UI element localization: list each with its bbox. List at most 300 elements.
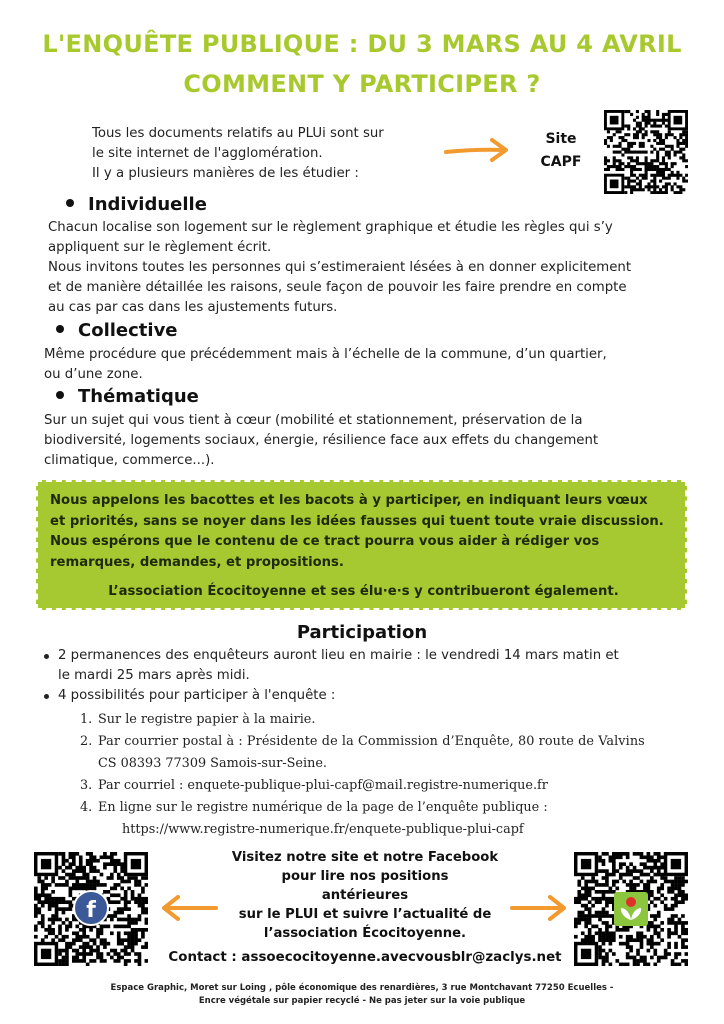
site-label-line-2: CAPF bbox=[540, 154, 582, 170]
qr-module bbox=[584, 904, 588, 908]
qr-module bbox=[671, 133, 674, 136]
qr-module bbox=[657, 859, 661, 863]
qr-module bbox=[609, 914, 613, 918]
qr-module bbox=[69, 866, 73, 870]
qr-module bbox=[602, 890, 606, 894]
section-individuelle-text bbox=[48, 218, 631, 318]
qr-module bbox=[674, 900, 678, 904]
qr-module bbox=[117, 918, 121, 922]
qr-module bbox=[656, 153, 659, 156]
qr-module bbox=[626, 855, 630, 859]
qr-module bbox=[633, 869, 637, 873]
qr-module bbox=[653, 168, 656, 171]
qr-module bbox=[588, 928, 592, 932]
qr-module bbox=[110, 918, 114, 922]
qr-module bbox=[48, 904, 52, 908]
qr-module bbox=[609, 925, 613, 929]
qr-module bbox=[650, 938, 654, 942]
qr-module bbox=[621, 153, 624, 156]
qr-module bbox=[650, 866, 654, 870]
qr-module bbox=[37, 911, 41, 915]
qr-module bbox=[633, 151, 636, 154]
qr-module bbox=[657, 942, 661, 946]
qr-module bbox=[51, 900, 55, 904]
qr-module bbox=[668, 130, 671, 133]
qr-module bbox=[62, 883, 66, 887]
qr-module bbox=[645, 133, 648, 136]
footer-line: Visitez notre site et notre Facebook bbox=[231, 850, 499, 865]
qr-module bbox=[65, 942, 69, 946]
option-number: 4. bbox=[80, 800, 93, 815]
qr-module bbox=[650, 145, 653, 148]
qr-module bbox=[629, 887, 633, 891]
qr-module bbox=[58, 938, 62, 942]
qr-module bbox=[685, 897, 688, 901]
qr-module bbox=[605, 914, 609, 918]
qr-module bbox=[618, 136, 621, 139]
qr-module bbox=[662, 139, 665, 142]
qr-module bbox=[618, 142, 621, 145]
option-number: 3. bbox=[80, 778, 93, 793]
qr-module bbox=[660, 893, 664, 897]
qr-module bbox=[619, 963, 623, 966]
heading-individuelle-label: Individuelle bbox=[88, 194, 207, 215]
qr-module bbox=[616, 130, 619, 133]
qr-module bbox=[577, 890, 581, 894]
qr-module bbox=[624, 148, 627, 151]
qr-module bbox=[69, 873, 73, 877]
qr-module bbox=[72, 876, 76, 880]
qr-module bbox=[584, 897, 588, 901]
text-line: 4 possibilités pour participer à l'enquête : bbox=[58, 688, 336, 703]
qr-module bbox=[630, 165, 633, 168]
qr-module bbox=[69, 921, 73, 925]
qr-module bbox=[75, 952, 79, 956]
qr-module bbox=[676, 177, 679, 180]
qr-module bbox=[668, 153, 671, 156]
qr-module bbox=[685, 952, 688, 956]
qr-module bbox=[640, 873, 644, 877]
qr-module bbox=[650, 855, 654, 859]
qr-module bbox=[621, 168, 624, 171]
qr-module bbox=[682, 180, 685, 183]
qr-module bbox=[604, 156, 607, 159]
qr-module bbox=[650, 124, 653, 127]
qr-module bbox=[93, 949, 97, 953]
qr-module bbox=[34, 928, 38, 932]
qr-module bbox=[110, 893, 114, 897]
qr-module bbox=[618, 168, 621, 171]
qr-module bbox=[629, 873, 633, 877]
qr-module bbox=[89, 880, 93, 884]
qr-module bbox=[650, 935, 654, 939]
qr-module bbox=[588, 935, 592, 939]
qr-module bbox=[636, 182, 639, 185]
qr-module bbox=[82, 942, 86, 946]
bullet-icon bbox=[66, 199, 74, 207]
qr-module bbox=[584, 918, 588, 922]
qr-module bbox=[653, 133, 656, 136]
qr-module bbox=[665, 133, 668, 136]
qr-code-site-capf-icon[interactable] bbox=[604, 110, 688, 194]
qr-module bbox=[62, 869, 66, 873]
qr-module bbox=[667, 918, 671, 922]
qr-module bbox=[51, 938, 55, 942]
qr-module bbox=[141, 904, 145, 908]
qr-module bbox=[598, 918, 602, 922]
qr-module bbox=[630, 185, 633, 188]
qr-module bbox=[605, 883, 609, 887]
qr-module bbox=[595, 931, 599, 935]
qr-module bbox=[653, 124, 656, 127]
qr-module bbox=[626, 883, 630, 887]
qr-module bbox=[72, 852, 76, 856]
qr-module bbox=[41, 918, 45, 922]
qr-module bbox=[671, 185, 674, 188]
qr-module bbox=[131, 931, 135, 935]
qr-module bbox=[51, 914, 55, 918]
qr-module bbox=[100, 942, 104, 946]
qr-module bbox=[647, 963, 651, 966]
qr-module bbox=[679, 142, 682, 145]
qr-module bbox=[602, 911, 606, 915]
qr-module bbox=[55, 897, 59, 901]
heading-thematique bbox=[56, 386, 199, 407]
qr-module bbox=[681, 914, 685, 918]
qr-module bbox=[605, 959, 609, 963]
qr-module bbox=[630, 142, 633, 145]
qr-module bbox=[117, 907, 121, 911]
text-line: Même procédure que précédemment mais à l’échelle de la commune, d’un quartier, bbox=[44, 347, 607, 362]
qr-module bbox=[660, 873, 664, 877]
qr-module bbox=[598, 883, 602, 887]
qr-module bbox=[584, 938, 588, 942]
qr-module bbox=[79, 859, 83, 863]
option-email-link[interactable]: Par courriel : enquete-publique-plui-capf@mail.registre-numerique.fr bbox=[98, 778, 548, 793]
qr-module bbox=[624, 177, 627, 180]
qr-module bbox=[75, 956, 79, 960]
qr-module bbox=[664, 949, 668, 953]
qr-module bbox=[682, 148, 685, 151]
qr-module bbox=[82, 873, 86, 877]
qr-module bbox=[607, 145, 610, 148]
qr-module bbox=[639, 180, 642, 183]
qr-module bbox=[674, 174, 677, 177]
qr-module bbox=[79, 866, 83, 870]
qr-module bbox=[117, 859, 121, 863]
qr-module bbox=[37, 900, 41, 904]
qr-module bbox=[636, 959, 640, 963]
qr-module bbox=[110, 949, 114, 953]
qr-module bbox=[630, 174, 633, 177]
qr-module bbox=[650, 900, 654, 904]
qr-module bbox=[103, 938, 107, 942]
qr-module bbox=[647, 165, 650, 168]
qr-module bbox=[671, 883, 675, 887]
qr-module bbox=[69, 904, 73, 908]
qr-module bbox=[645, 185, 648, 188]
qr-module bbox=[82, 928, 86, 932]
qr-module bbox=[633, 938, 637, 942]
qr-module bbox=[647, 185, 650, 188]
qr-module bbox=[86, 876, 90, 880]
qr-module bbox=[69, 852, 73, 856]
qr-module bbox=[65, 935, 69, 939]
qr-module bbox=[618, 165, 621, 168]
qr-module bbox=[141, 928, 145, 932]
qr-module bbox=[574, 935, 578, 939]
qr-module bbox=[681, 928, 685, 932]
qr-module bbox=[678, 900, 682, 904]
participation-bullet-possibilities bbox=[58, 686, 335, 706]
qr-module bbox=[65, 866, 69, 870]
qr-module bbox=[55, 904, 59, 908]
qr-module bbox=[120, 911, 124, 915]
qr-module bbox=[640, 945, 644, 949]
qr-module bbox=[667, 921, 671, 925]
qr-module bbox=[65, 925, 69, 929]
qr-module bbox=[685, 938, 688, 942]
qr-module bbox=[138, 904, 142, 908]
footer-line: pour lire nos positions bbox=[281, 869, 449, 884]
qr-module bbox=[134, 900, 138, 904]
qr-module bbox=[681, 883, 685, 887]
qr-module bbox=[110, 900, 114, 904]
qr-module bbox=[69, 890, 73, 894]
qr-module bbox=[653, 914, 657, 918]
qr-module bbox=[685, 165, 688, 168]
qr-module bbox=[656, 136, 659, 139]
qr-module bbox=[665, 182, 668, 185]
qr-module bbox=[75, 869, 79, 873]
qr-module bbox=[656, 165, 659, 168]
qr-module bbox=[662, 122, 665, 125]
qr-module bbox=[674, 956, 678, 960]
qr-module bbox=[647, 162, 650, 165]
qr-module bbox=[141, 931, 145, 935]
qr-module bbox=[674, 162, 677, 165]
qr-module bbox=[650, 130, 653, 133]
qr-module bbox=[124, 907, 128, 911]
qr-module bbox=[141, 897, 145, 901]
qr-module bbox=[598, 914, 602, 918]
qr-module bbox=[75, 935, 79, 939]
qr-module bbox=[595, 911, 599, 915]
qr-module bbox=[120, 876, 124, 880]
qr-module bbox=[138, 938, 142, 942]
footer-line: l’association Écocitoyenne. bbox=[263, 926, 467, 941]
qr-module bbox=[581, 876, 585, 880]
qr-module bbox=[618, 159, 621, 162]
qr-module bbox=[657, 887, 661, 891]
qr-module bbox=[665, 185, 668, 188]
qr-module bbox=[639, 188, 642, 191]
qr-module bbox=[647, 938, 651, 942]
qr-module bbox=[58, 928, 62, 932]
qr-module bbox=[636, 952, 640, 956]
qr-module bbox=[598, 952, 602, 956]
qr-module bbox=[44, 887, 48, 891]
qr-module bbox=[117, 873, 121, 877]
qr-module bbox=[75, 959, 79, 963]
qr-module bbox=[584, 890, 588, 894]
qr-module bbox=[642, 136, 645, 139]
qr-module bbox=[645, 171, 648, 174]
callout-line: Nous espérons que le contenu de ce tract pourra vous aider à rédiger vos bbox=[50, 534, 600, 549]
qr-module bbox=[72, 931, 76, 935]
qr-module bbox=[93, 855, 97, 859]
text-line: climatique, commerce...). bbox=[44, 453, 215, 468]
qr-module bbox=[48, 928, 52, 932]
qr-module bbox=[581, 914, 585, 918]
qr-module bbox=[612, 855, 616, 859]
qr-module bbox=[674, 942, 678, 946]
qr-module bbox=[69, 942, 73, 946]
qr-module bbox=[37, 880, 41, 884]
qr-module bbox=[640, 855, 644, 859]
qr-module bbox=[72, 869, 76, 873]
qr-module bbox=[120, 869, 124, 873]
qr-module bbox=[653, 148, 656, 151]
qr-module bbox=[138, 928, 142, 932]
qr-module bbox=[605, 852, 609, 856]
qr-module bbox=[89, 855, 93, 859]
qr-module bbox=[93, 866, 97, 870]
qr-module bbox=[86, 852, 90, 856]
qr-module bbox=[127, 876, 131, 880]
qr-module bbox=[598, 897, 602, 901]
qr-module bbox=[598, 859, 602, 863]
qr-module bbox=[613, 156, 616, 159]
qr-module bbox=[124, 890, 128, 894]
qr-module bbox=[131, 935, 135, 939]
qr-module bbox=[127, 921, 131, 925]
qr-module bbox=[626, 938, 630, 942]
qr-module bbox=[626, 852, 630, 856]
qr-module bbox=[667, 935, 671, 939]
section-thematique-text bbox=[44, 411, 598, 471]
qr-module bbox=[82, 952, 86, 956]
qr-module bbox=[619, 866, 623, 870]
qr-module bbox=[127, 880, 131, 884]
qr-module bbox=[633, 142, 636, 145]
qr-module bbox=[34, 925, 38, 929]
qr-module bbox=[624, 151, 627, 154]
text-line: 2 permanences des enquêteurs auront lieu en mairie : le vendredi 14 mars matin et bbox=[58, 648, 619, 663]
qr-module bbox=[120, 862, 124, 866]
qr-module bbox=[55, 900, 59, 904]
qr-module bbox=[145, 897, 148, 901]
qr-module bbox=[34, 914, 38, 918]
qr-module bbox=[636, 156, 639, 159]
qr-module bbox=[605, 876, 609, 880]
qr-module bbox=[650, 890, 654, 894]
qr-module bbox=[633, 159, 636, 162]
qr-module bbox=[86, 883, 90, 887]
qr-module bbox=[605, 956, 609, 960]
qr-module bbox=[624, 110, 627, 113]
qr-module bbox=[674, 921, 678, 925]
qr-module bbox=[588, 931, 592, 935]
registre-url-link[interactable]: https://www.registre-numerique.fr/enquete-publique-plui-capf bbox=[122, 822, 524, 837]
contact-email-link[interactable]: Contact : assoecocitoyenne.avecvousblr@zaclys.net bbox=[168, 950, 562, 965]
qr-module bbox=[636, 136, 639, 139]
qr-module bbox=[674, 928, 678, 932]
option-text: Sur le registre papier à la mairie. bbox=[98, 712, 316, 727]
qr-module bbox=[629, 862, 633, 866]
qr-module bbox=[685, 139, 688, 142]
qr-module bbox=[665, 119, 668, 122]
qr-module bbox=[113, 893, 117, 897]
qr-module bbox=[660, 956, 664, 960]
qr-module bbox=[607, 130, 610, 133]
facebook-icon bbox=[73, 890, 109, 926]
qr-module bbox=[650, 880, 654, 884]
qr-module bbox=[609, 963, 613, 966]
qr-module bbox=[627, 124, 630, 127]
qr-module bbox=[100, 959, 104, 963]
qr-module bbox=[82, 935, 86, 939]
qr-module bbox=[621, 136, 624, 139]
qr-module bbox=[131, 918, 135, 922]
qr-module bbox=[678, 963, 682, 966]
qr-module bbox=[642, 116, 645, 119]
qr-module bbox=[602, 959, 606, 963]
qr-module bbox=[642, 177, 645, 180]
qr-module bbox=[629, 869, 633, 873]
qr-module bbox=[145, 918, 148, 922]
qr-module bbox=[58, 907, 62, 911]
qr-module bbox=[145, 900, 148, 904]
qr-module bbox=[609, 859, 613, 863]
qr-module bbox=[674, 880, 678, 884]
qr-module bbox=[660, 900, 664, 904]
qr-module bbox=[679, 156, 682, 159]
qr-module bbox=[134, 938, 138, 942]
qr-module bbox=[89, 862, 93, 866]
heading-collective-label: Collective bbox=[78, 320, 178, 341]
qr-module bbox=[657, 869, 661, 873]
qr-module bbox=[117, 959, 121, 963]
qr-module bbox=[629, 938, 633, 942]
intro-line-3: Il y a plusieurs manières de les étudier : bbox=[92, 166, 359, 181]
qr-module bbox=[633, 127, 636, 130]
qr-module bbox=[612, 935, 616, 939]
qr-module bbox=[630, 156, 633, 159]
qr-module bbox=[103, 866, 107, 870]
option-number: 1. bbox=[80, 712, 93, 727]
qr-module bbox=[69, 945, 73, 949]
qr-module bbox=[642, 162, 645, 165]
qr-module bbox=[679, 136, 682, 139]
qr-module bbox=[645, 168, 648, 171]
qr-module bbox=[674, 904, 678, 908]
qr-module bbox=[630, 180, 633, 183]
site-label-line-1: Site bbox=[545, 131, 577, 147]
qr-module bbox=[643, 855, 647, 859]
qr-module bbox=[629, 956, 633, 960]
arrow-right-icon bbox=[442, 135, 514, 165]
qr-module bbox=[656, 124, 659, 127]
qr-module bbox=[93, 959, 97, 963]
qr-module bbox=[604, 168, 607, 171]
qr-module bbox=[82, 956, 86, 960]
qr-module bbox=[609, 900, 613, 904]
qr-module bbox=[639, 145, 642, 148]
qr-module bbox=[674, 963, 678, 966]
qr-module bbox=[62, 897, 66, 901]
qr-module bbox=[86, 945, 90, 949]
